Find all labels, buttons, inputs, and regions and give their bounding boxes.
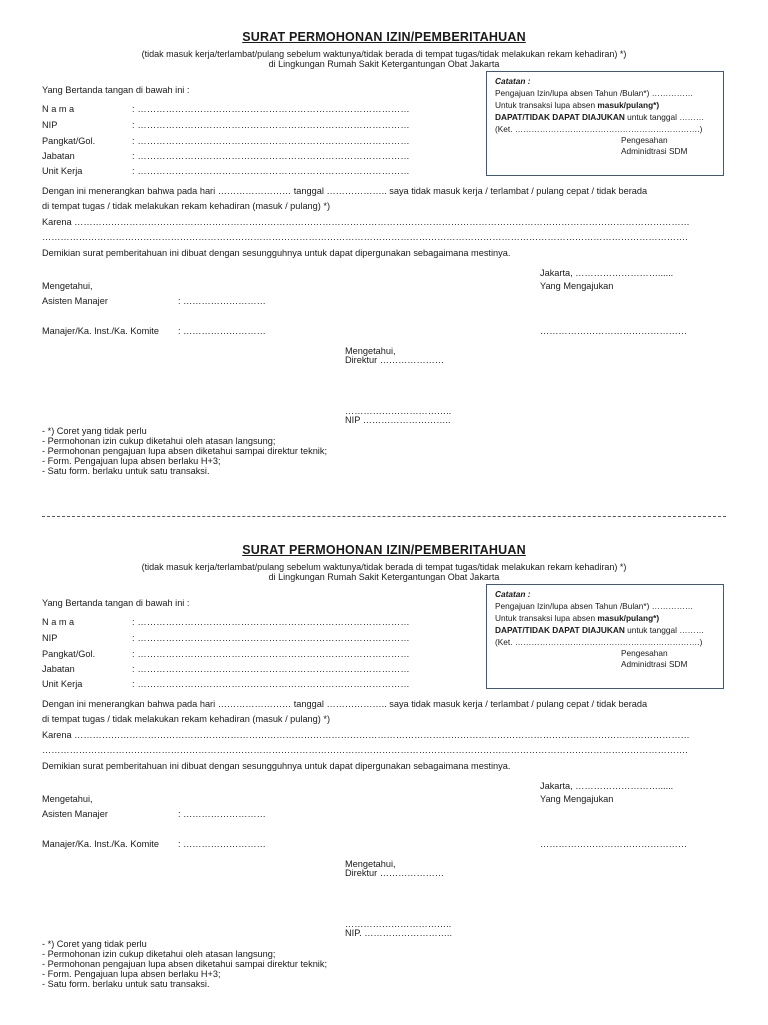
statement-line-1: Dengan ini menerangkan bahwa pada hari …………………… tanggal ……………….. saya tidak masuk kerja / terlambat / pulang cepat / tidak berada <box>42 699 648 709</box>
note-decision: DAPAT/TIDAK DAPAT DIAJUKAN <box>495 625 625 635</box>
applicant-label: Yang Mengajukan <box>540 281 614 291</box>
manager-sign[interactable]: : ……………………… <box>178 839 266 849</box>
note-transaction-type: masuk/pulang*) <box>597 100 660 110</box>
footnote-4: - Form. Pengajuan lupa absen berlaku H+3; <box>42 456 221 466</box>
statement-line-2: di tempat tugas / tidak melakukan rekam kehadiran (masuk / pulang) *) <box>42 201 331 211</box>
director-sign[interactable]: …………………………….. <box>345 919 452 929</box>
field-label-nama: N a m a <box>42 104 75 114</box>
note-transaction-type: masuk/pulang*) <box>597 613 660 623</box>
place-date[interactable]: Jakarta, ………………………...... <box>540 268 674 278</box>
note-line-remark: (Ket. ………………………………………………………….) <box>495 637 703 647</box>
note-line-remark: (Ket. ………………………………………………………….) <box>495 124 703 134</box>
asst-manager-label: Asisten Manajer <box>42 296 108 306</box>
note-line-period: Pengajuan Izin/lupa absen Tahun /Bulan*) …………… <box>495 88 694 98</box>
field-value-jabatan[interactable]: : …………………………………………………………………………… <box>132 151 410 161</box>
field-value-nama[interactable]: : …………………………………………………………………………… <box>132 617 410 627</box>
footnote-5: - Satu form. berlaku untuk satu transaksi. <box>42 466 210 476</box>
note-date: untuk tanggal ……… <box>624 112 705 122</box>
known-by: Mengetahui, <box>42 281 93 291</box>
field-label-nama: N a m a <box>42 617 75 627</box>
director-known: Mengetahui, <box>345 859 396 869</box>
manager-label: Manajer/Ka. Inst./Ka. Komite <box>42 326 159 336</box>
field-value-unit[interactable]: : …………………………………………………………………………… <box>132 679 410 689</box>
director-nip[interactable]: NIP ……………………….. <box>345 415 451 425</box>
note-date: untuk tanggal ……… <box>624 625 705 635</box>
statement-line-1: Dengan ini menerangkan bahwa pada hari …………………… tanggal ……………….. saya tidak masuk kerja / terlambat / pulang cepat / tidak berada <box>42 186 648 196</box>
field-label-nip: NIP <box>42 120 58 130</box>
note-line-transaction <box>495 100 659 110</box>
intro-text: Yang Bertanda tangan di bawah ini : <box>42 85 190 95</box>
note-title: Catatan : <box>495 76 531 86</box>
field-label-pangkat: Pangkat/Gol. <box>42 649 96 659</box>
note-box <box>486 584 724 689</box>
director-sign[interactable]: …………………………….. <box>345 406 452 416</box>
asst-manager-label: Asisten Manajer <box>42 809 108 819</box>
note-box <box>486 71 724 176</box>
field-value-pangkat[interactable]: : …………………………………………………………………………… <box>132 649 410 659</box>
director-known: Mengetahui, <box>345 346 396 356</box>
note-decision: DAPAT/TIDAK DAPAT DIAJUKAN <box>495 112 625 122</box>
form-subtitle: (tidak masuk kerja/terlambat/pulang sebelum waktunya/tidak berada di tempat tugas/tidak melakukan rekam kehadiran) *) <box>141 562 627 572</box>
footnote-5: - Satu form. berlaku untuk satu transaksi. <box>42 979 210 989</box>
manager-label: Manajer/Ka. Inst./Ka. Komite <box>42 839 159 849</box>
note-transaction-text: Untuk transaksi lupa absen <box>495 100 598 110</box>
place-date[interactable]: Jakarta, ………………………...... <box>540 781 674 791</box>
footnote-1: - *) Coret yang tidak perlu <box>42 939 147 949</box>
field-label-jabatan: Jabatan <box>42 664 75 674</box>
permission-form-1 <box>0 0 768 512</box>
note-sign-unit: Adminidtrasi SDM <box>621 146 688 156</box>
applicant-sign[interactable]: ………………………………………… <box>540 326 687 336</box>
note-sign-title: Pengesahan <box>621 135 668 145</box>
note-line-period: Pengajuan Izin/lupa absen Tahun /Bulan*) …………… <box>495 601 694 611</box>
reason-field[interactable]: Karena ………………………………………………………………………………………………………………………………………………………………………………… <box>42 730 690 740</box>
form-title: SURAT PERMOHONAN IZIN/PEMBERITAHUAN <box>242 30 526 44</box>
footnote-3: - Permohonan pengajuan lupa absen diketahui sampai direktur teknik; <box>42 959 327 969</box>
note-line-decision <box>495 112 704 122</box>
form-subtitle: (tidak masuk kerja/terlambat/pulang sebelum waktunya/tidak berada di tempat tugas/tidak melakukan rekam kehadiran) *) <box>141 49 627 59</box>
note-line-transaction <box>495 613 659 623</box>
footnote-3: - Permohonan pengajuan lupa absen diketahui sampai direktur teknik; <box>42 446 327 456</box>
note-sign-unit: Adminidtrasi SDM <box>621 659 688 669</box>
reason-field-cont[interactable]: …………………………………………………………………………………………………………………………………………………………………………………………. <box>42 232 688 242</box>
footnote-1: - *) Coret yang tidak perlu <box>42 426 147 436</box>
field-label-jabatan: Jabatan <box>42 151 75 161</box>
director-label: Direktur ………………… <box>345 355 445 365</box>
footnote-2: - Permohonan izin cukup diketahui oleh atasan langsung; <box>42 949 276 959</box>
note-title: Catatan : <box>495 589 531 599</box>
intro-text: Yang Bertanda tangan di bawah ini : <box>42 598 190 608</box>
field-label-nip: NIP <box>42 633 58 643</box>
field-label-pangkat: Pangkat/Gol. <box>42 136 96 146</box>
form-institution: di Lingkungan Rumah Sakit Ketergantungan Obat Jakarta <box>268 572 500 582</box>
footnote-4: - Form. Pengajuan lupa absen berlaku H+3; <box>42 969 221 979</box>
applicant-sign[interactable]: ………………………………………… <box>540 839 687 849</box>
field-value-nip[interactable]: : …………………………………………………………………………… <box>132 633 410 643</box>
statement-line-2: di tempat tugas / tidak melakukan rekam kehadiran (masuk / pulang) *) <box>42 714 331 724</box>
director-label: Direktur ………………… <box>345 868 445 878</box>
asst-manager-sign[interactable]: : ……………………… <box>178 809 266 819</box>
closing-text: Demikian surat pemberitahuan ini dibuat dengan sesungguhnya untuk dapat dipergunakan sebagaimana mestinya. <box>42 761 511 771</box>
field-label-unit: Unit Kerja <box>42 679 83 689</box>
field-value-pangkat[interactable]: : …………………………………………………………………………… <box>132 136 410 146</box>
footnote-2: - Permohonan izin cukup diketahui oleh atasan langsung; <box>42 436 276 446</box>
form-institution: di Lingkungan Rumah Sakit Ketergantungan Obat Jakarta <box>268 59 500 69</box>
closing-text: Demikian surat pemberitahuan ini dibuat dengan sesungguhnya untuk dapat dipergunakan sebagaimana mestinya. <box>42 248 511 258</box>
note-line-decision <box>495 625 704 635</box>
director-nip[interactable]: NIP. ……………………….. <box>345 928 453 938</box>
form-title: SURAT PERMOHONAN IZIN/PEMBERITAHUAN <box>242 543 526 557</box>
manager-sign[interactable]: : ……………………… <box>178 326 266 336</box>
reason-field-cont[interactable]: …………………………………………………………………………………………………………………………………………………………………………………………. <box>42 745 688 755</box>
field-value-nama[interactable]: : …………………………………………………………………………… <box>132 104 410 114</box>
reason-field[interactable]: Karena ………………………………………………………………………………………………………………………………………………………………………………… <box>42 217 690 227</box>
field-value-unit[interactable]: : …………………………………………………………………………… <box>132 166 410 176</box>
note-sign-title: Pengesahan <box>621 648 668 658</box>
applicant-label: Yang Mengajukan <box>540 794 614 804</box>
field-value-nip[interactable]: : …………………………………………………………………………… <box>132 120 410 130</box>
field-label-unit: Unit Kerja <box>42 166 83 176</box>
note-transaction-text: Untuk transaksi lupa absen <box>495 613 598 623</box>
known-by: Mengetahui, <box>42 794 93 804</box>
asst-manager-sign[interactable]: : ……………………… <box>178 296 266 306</box>
field-value-jabatan[interactable]: : …………………………………………………………………………… <box>132 664 410 674</box>
permission-form-2 <box>0 513 768 1025</box>
